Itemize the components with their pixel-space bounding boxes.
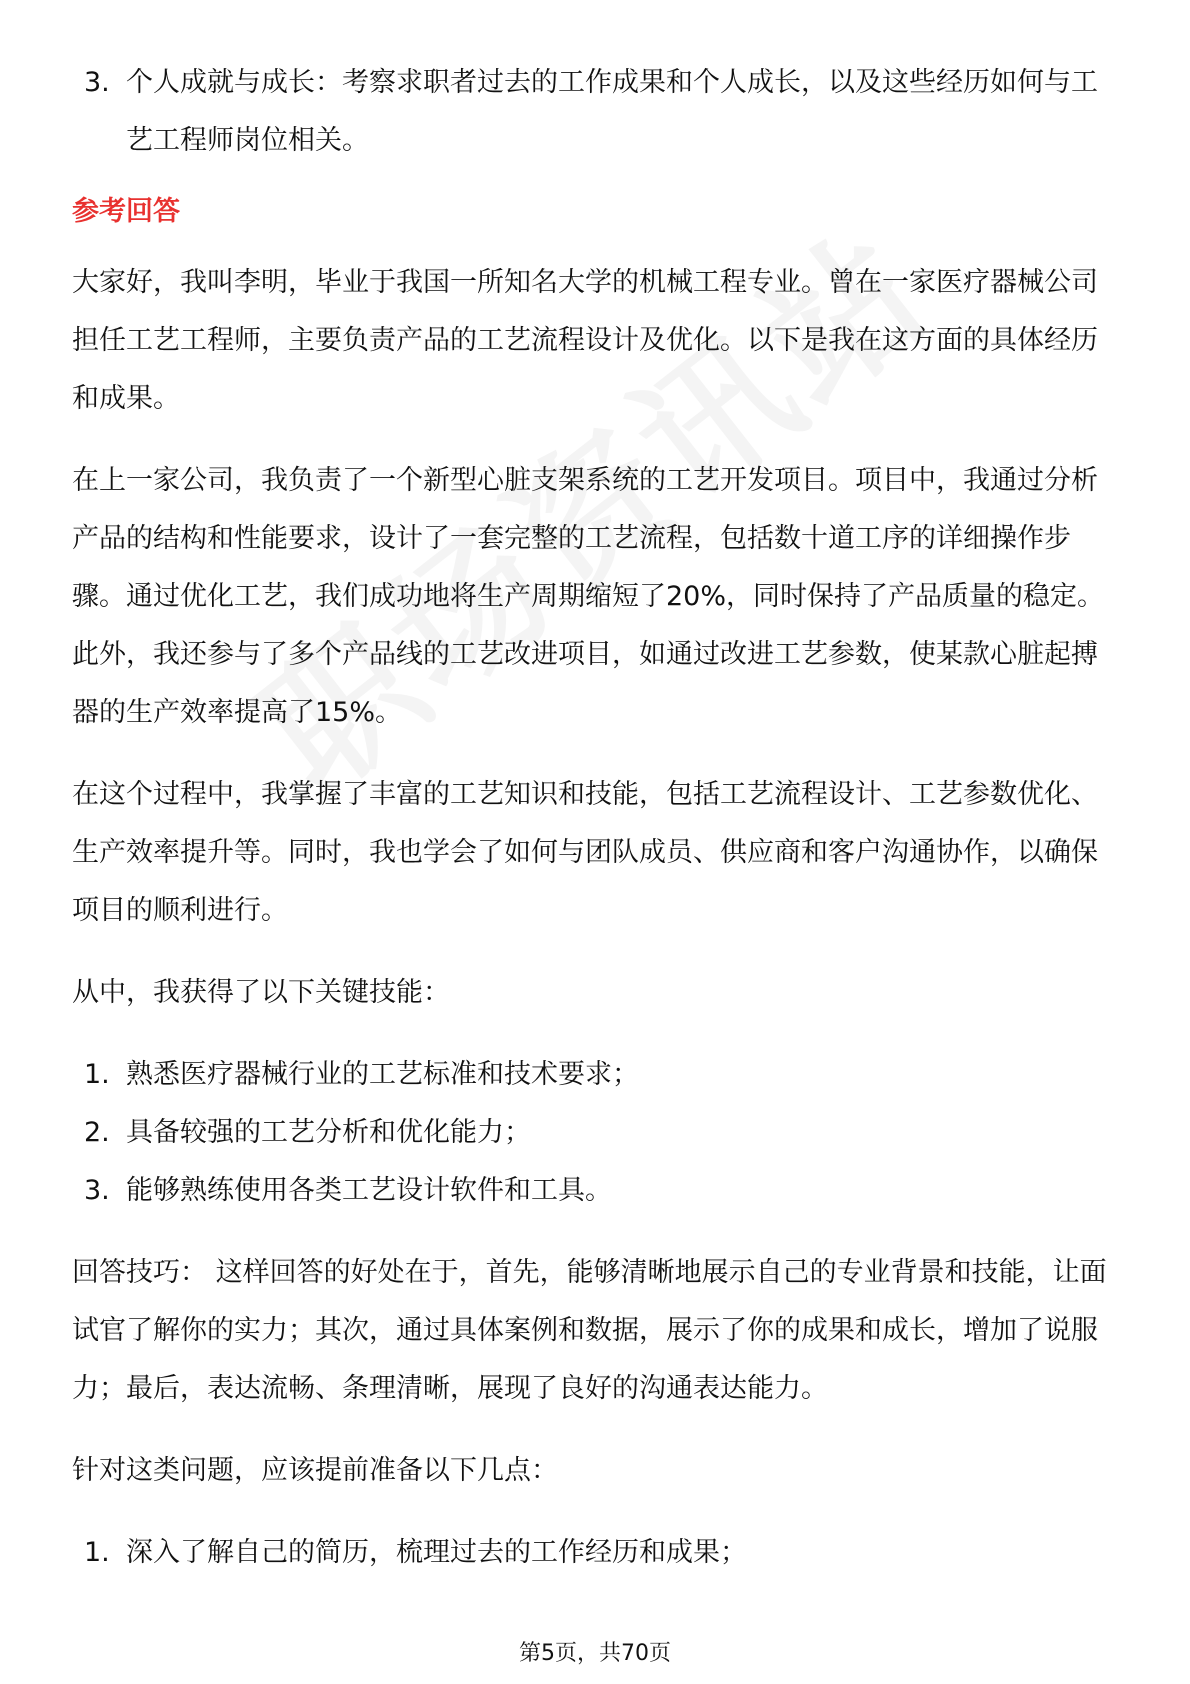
tips-paragraph: 回答技巧： 这样回答的好处在于，首先，能够清晰地展示自己的专业背景和技能，让面试官了解你的实力；其次，通过具体案例和数据，展示了你的成果和成长，增加了说服力；最后，表达流畅、条理清晰，展现了良好的沟通表达能力。 — [72, 1257, 1107, 1404]
list-item-text: 熟悉医疗器械行业的工艺标准和技术要求； — [126, 1059, 639, 1090]
criteria-list — [72, 54, 1122, 170]
list-item — [72, 1162, 1122, 1220]
list-item — [72, 1524, 1122, 1582]
list-item-text: 能够熟练使用各类工艺设计软件和工具。 — [126, 1175, 612, 1206]
prep-list — [72, 1524, 1122, 1582]
skills-intro: 从中，我获得了以下关键技能： — [72, 977, 450, 1008]
list-item-text: 具备较强的工艺分析和优化能力； — [126, 1117, 531, 1148]
page-content — [72, 54, 1122, 1606]
list-item — [72, 1046, 1122, 1104]
list-item — [72, 54, 1122, 170]
list-item — [72, 1104, 1122, 1162]
answer-paragraph-1: 大家好，我叫李明，毕业于我国一所知名大学的机械工程专业。曾在一家医疗器械公司担任工艺工程师，主要负责产品的工艺流程设计及优化。以下是我在这方面的具体经历和成果。 — [72, 267, 1098, 414]
page-footer: 第5页，共70页 — [519, 1641, 671, 1666]
list-item-number: 3. — [84, 1175, 110, 1206]
answer-paragraph-2: 在上一家公司，我负责了一个新型心脏支架系统的工艺开发项目。项目中，我通过分析产品的结构和性能要求，设计了一套完整的工艺流程，包括数十道工序的详细操作步骤。通过优化工艺，我们成功地将生产周期缩短了20%，同时保持了产品质量的稳定。此外，我还参与了多个产品线的工艺改进项目，如通过改进工艺参数，使某款心脏起搏器的生产效率提高了15%。 — [72, 465, 1105, 728]
list-item-number: 1. — [84, 1059, 110, 1090]
answer-paragraph-3: 在这个过程中，我掌握了丰富的工艺知识和技能，包括工艺流程设计、工艺参数优化、生产效率提升等。同时，我也学会了如何与团队成员、供应商和客户沟通协作，以确保项目的顺利进行。 — [72, 779, 1098, 926]
list-item-number: 2. — [84, 1117, 110, 1148]
list-item-text: 深入了解自己的简历，梳理过去的工作经历和成果； — [126, 1537, 747, 1568]
prep-intro: 针对这类问题，应该提前准备以下几点： — [72, 1455, 558, 1486]
list-item-number: 3. — [84, 67, 110, 98]
section-heading: 参考回答 — [72, 196, 180, 227]
list-item-text: 个人成就与成长：考察求职者过去的工作成果和个人成长，以及这些经历如何与工艺工程师岗位相关。 — [126, 67, 1098, 156]
skills-list — [72, 1046, 1122, 1220]
list-item-number: 1. — [84, 1537, 110, 1568]
